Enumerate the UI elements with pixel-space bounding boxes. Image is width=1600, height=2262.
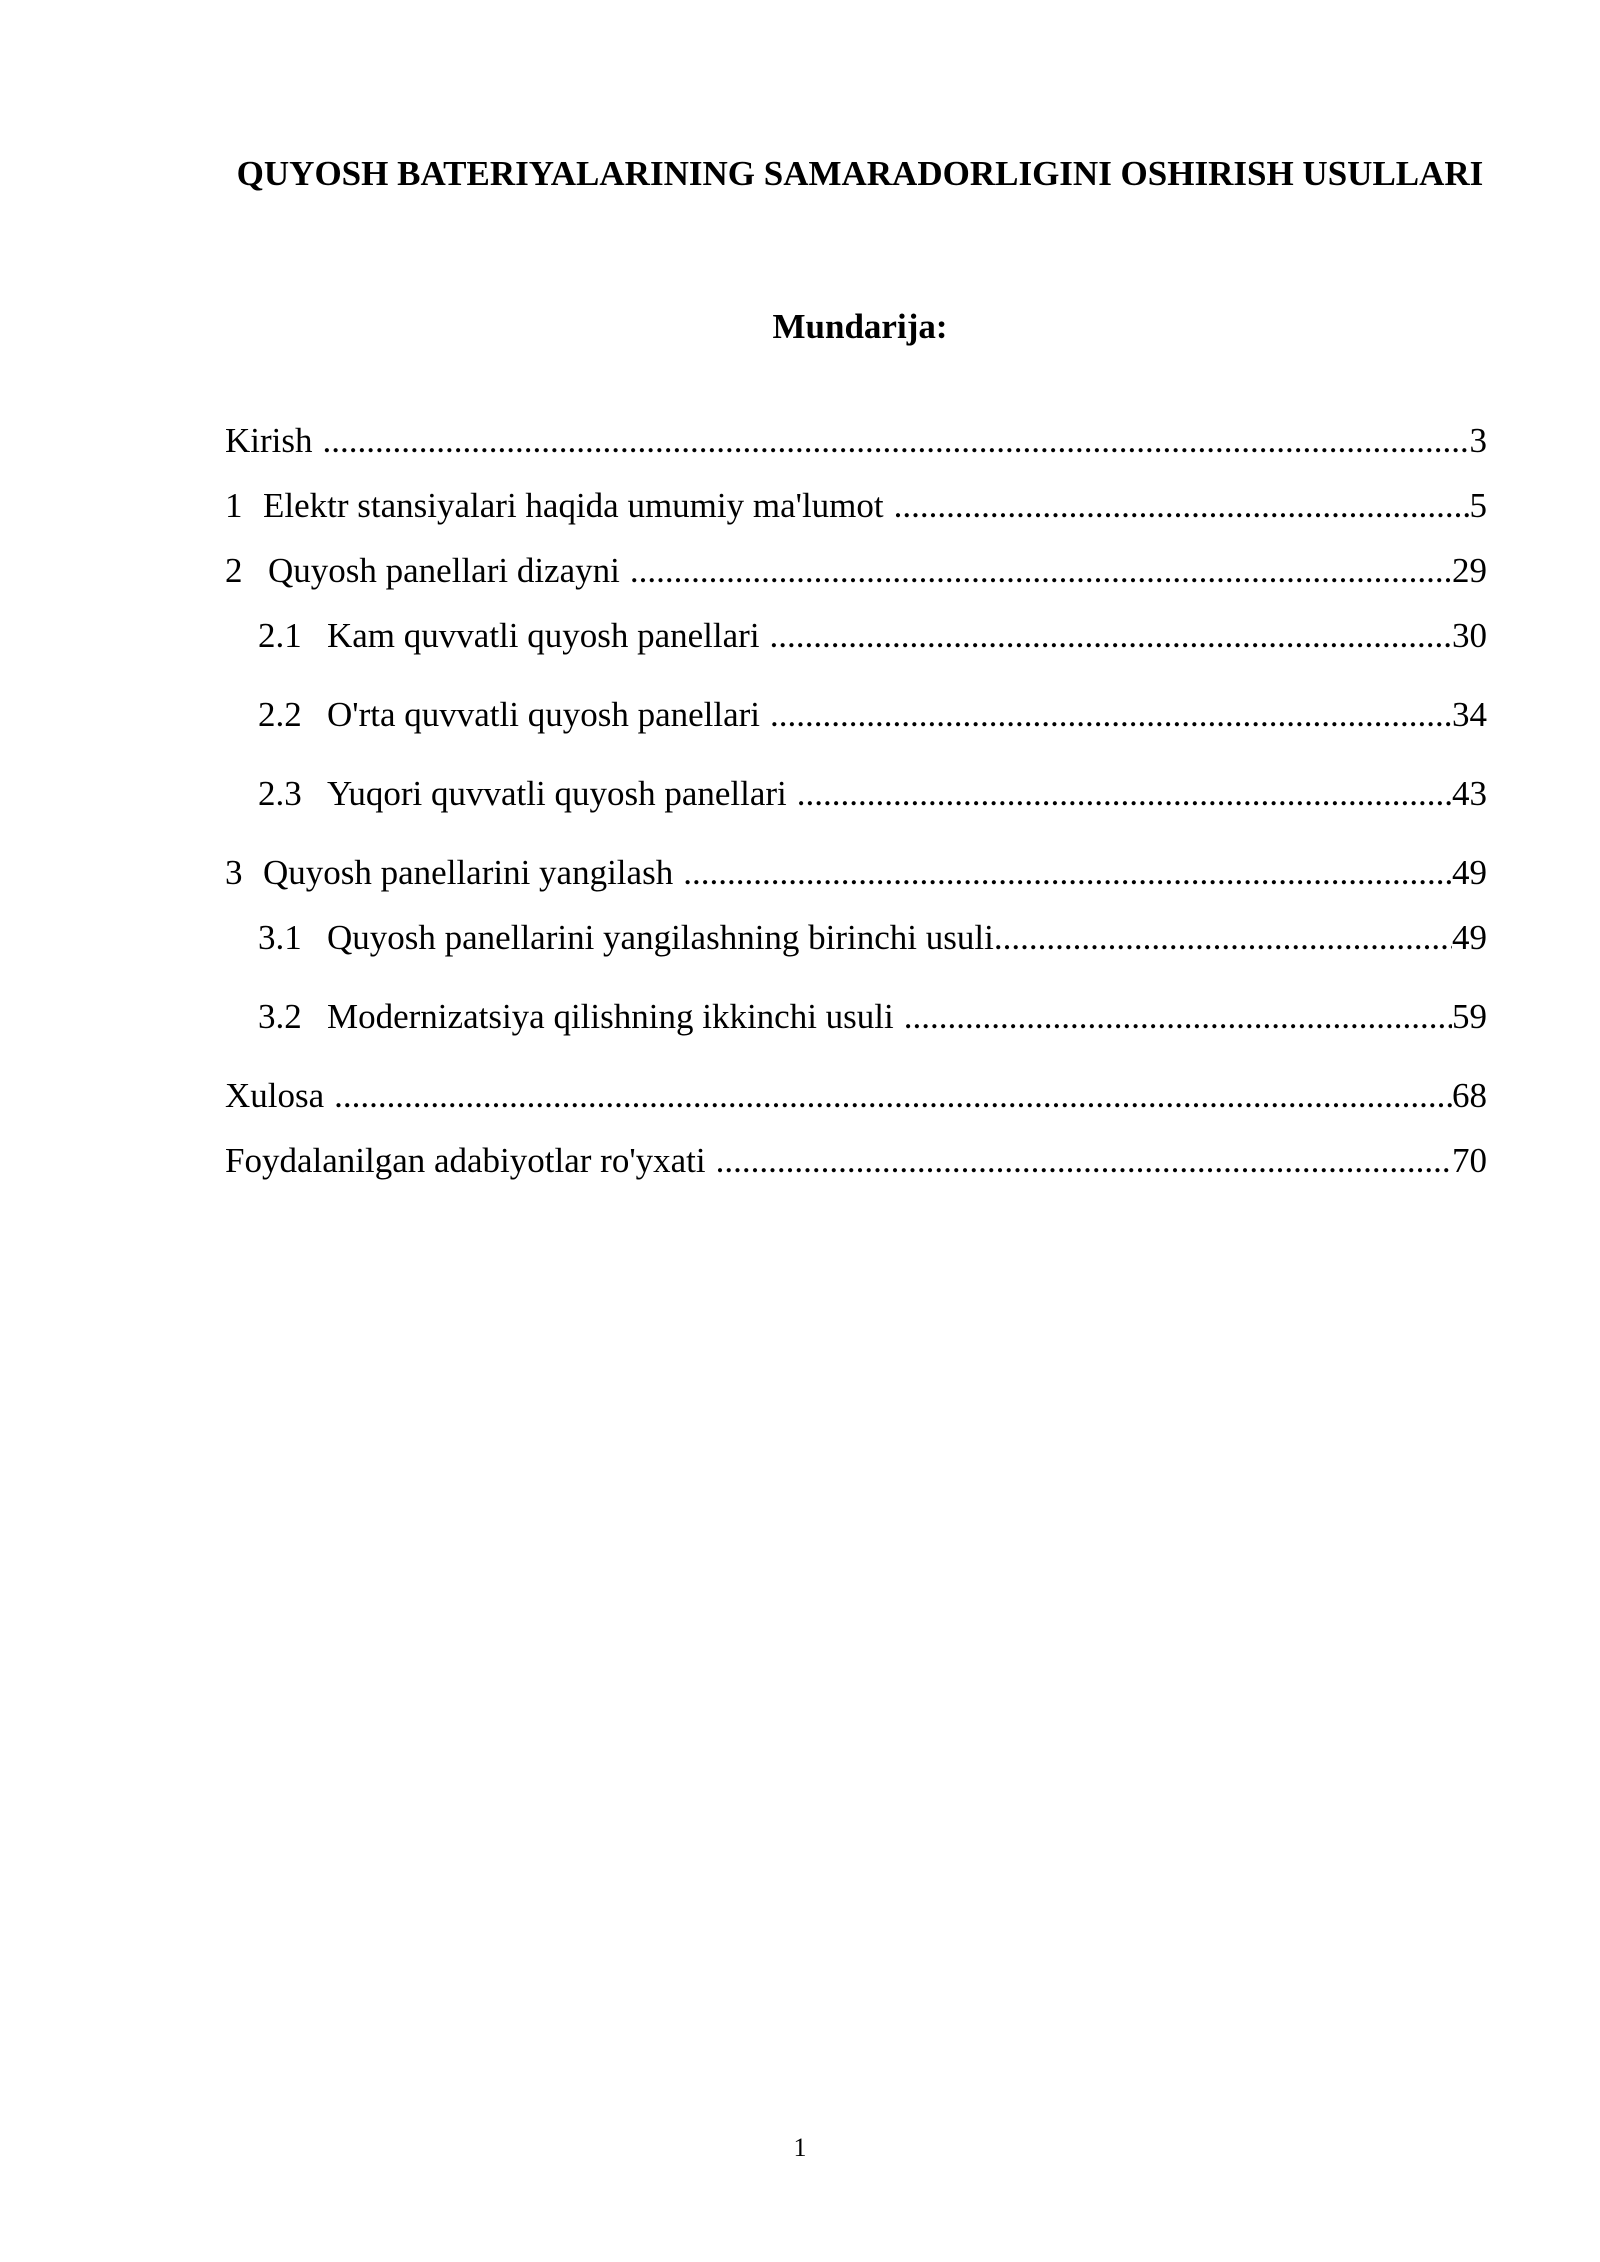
toc-dot-leader — [994, 915, 1452, 961]
toc-entry-text: Quyosh panellarini yangilashning birinchi usuli — [327, 918, 994, 957]
toc-page-number: 70 — [1452, 1141, 1487, 1180]
toc-section-number: 2.3 — [258, 774, 302, 813]
toc-entry-text: Xulosa — [225, 1076, 325, 1115]
toc-page-number: 29 — [1452, 551, 1487, 590]
toc-page-number: 59 — [1452, 997, 1487, 1036]
toc-page-number: 68 — [1452, 1076, 1487, 1115]
toc-page-number: 49 — [1452, 918, 1487, 957]
document-title: QUYOSH BATERIYALARINING SAMARADORLIGINI OSHIRISH USULLARI — [236, 154, 1484, 193]
toc-entry-2-2[interactable] — [258, 692, 1487, 738]
toc-dot-leader — [884, 483, 1470, 529]
toc-heading: Mundarija: — [772, 307, 948, 346]
toc-dot-leader — [760, 692, 1452, 738]
toc-section-number: 2.1 — [258, 616, 302, 655]
toc-section-number: 3.1 — [258, 918, 302, 957]
toc-entry-1[interactable] — [225, 483, 1487, 529]
toc-entry-text: Kam quvvatli quyosh panellari — [327, 616, 760, 655]
toc-entry-xulosa[interactable] — [225, 1073, 1487, 1119]
toc-entry-2-3[interactable] — [258, 771, 1487, 817]
toc-page-number: 43 — [1452, 774, 1487, 813]
toc-entry-text: Kirish — [225, 421, 313, 460]
toc-page-number: 3 — [1469, 421, 1487, 460]
page-number: 1 — [793, 2133, 807, 2162]
table-of-contents — [225, 0, 1487, 1200]
toc-page-number: 49 — [1452, 853, 1487, 892]
toc-dot-leader — [673, 850, 1452, 896]
toc-dot-leader — [324, 1073, 1452, 1119]
toc-section-number: 3 — [225, 853, 243, 892]
toc-section-number: 3.2 — [258, 997, 302, 1036]
toc-entry-3[interactable] — [225, 850, 1487, 896]
toc-page-number: 34 — [1452, 695, 1487, 734]
toc-entry-text: Elektr stansiyalari haqida umumiy ma'lumot — [263, 486, 884, 525]
toc-entry-2-1[interactable] — [258, 613, 1487, 659]
toc-dot-leader — [787, 771, 1452, 817]
toc-dot-leader — [894, 994, 1452, 1040]
toc-dot-leader — [706, 1138, 1452, 1184]
toc-page-number: 30 — [1452, 616, 1487, 655]
toc-entry-kirish[interactable] — [225, 418, 1487, 464]
toc-section-number: 1 — [225, 486, 243, 525]
toc-entry-text: Quyosh panellarini yangilash — [263, 853, 674, 892]
toc-dot-leader — [313, 418, 1470, 464]
toc-entry-text: O'rta quvvatli quyosh panellari — [327, 695, 761, 734]
toc-entry-text: Yuqori quvvatli quyosh panellari — [327, 774, 787, 813]
toc-entry-3-2[interactable] — [258, 994, 1487, 1040]
toc-dot-leader — [620, 548, 1452, 594]
toc-section-number: 2 — [225, 551, 243, 590]
toc-entry-text: Quyosh panellari dizayni — [268, 551, 620, 590]
toc-page-number: 5 — [1469, 486, 1487, 525]
toc-entry-text: Foydalanilgan adabiyotlar ro'yxati — [225, 1141, 706, 1180]
toc-entry-2[interactable] — [225, 548, 1487, 594]
toc-entry-3-1[interactable] — [258, 915, 1487, 961]
toc-entry-text: Modernizatsiya qilishning ikkinchi usuli — [327, 997, 894, 1036]
toc-dot-leader — [760, 613, 1452, 659]
toc-section-number: 2.2 — [258, 695, 302, 734]
toc-entry-adabiyotlar[interactable] — [225, 1138, 1487, 1184]
